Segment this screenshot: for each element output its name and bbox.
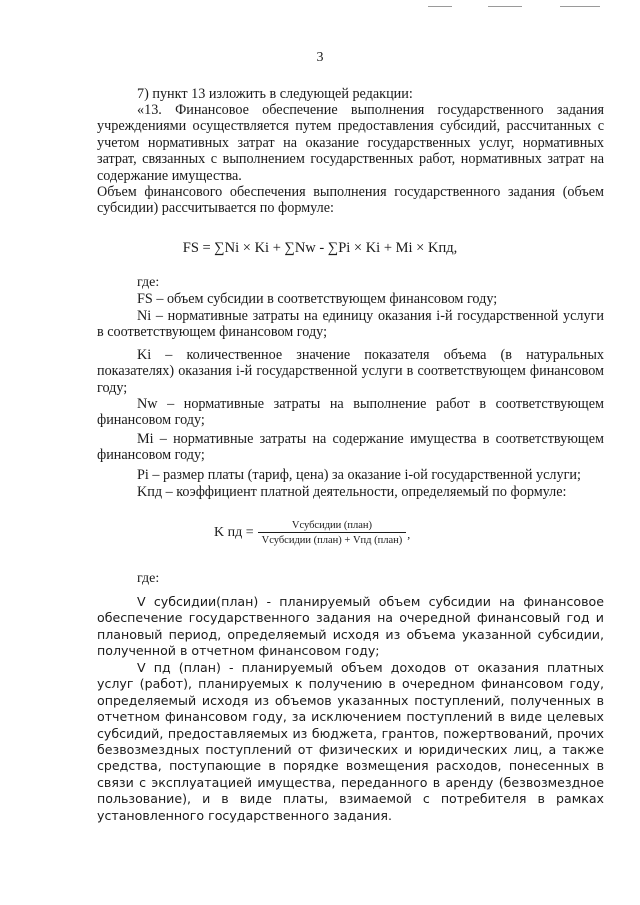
- clause-13-text: «13. Финансовое обеспечение выполнения государственного задания учреждениями осуществляется путем предоставления субсидий, рассчитанных с учетом нормативных затрат на оказание государственных услуг, нормативных затрат, связанных с выполнением государственных работ, нормативных затрат на содержание имущества.: [97, 102, 604, 184]
- definition-ki: Ki – количественное значение показателя объема (в натуральных показателях) оказания i-й государственной услуги в соответствующем финансовом году;: [97, 347, 604, 396]
- where-label: где:: [137, 275, 160, 290]
- kpd-formula: [214, 520, 410, 546]
- formula-lhs: K пд =: [214, 525, 254, 540]
- definition-pi: Pi – размер платы (тариф, цена) за оказание i-ой государственной услуги;: [137, 467, 581, 483]
- definition-fs: FS – объем субсидии в соответствующем финансовом году;: [137, 291, 498, 307]
- definition-ni: Ni – нормативные затраты на единицу оказания i-й государственной услуги в соответствующем финансовом году;: [97, 308, 604, 341]
- scan-artifact: [488, 6, 522, 7]
- page-number: 3: [316, 50, 324, 65]
- definition-nw: Nw – нормативные затраты на выполнение работ в соответствующем финансовом году;: [97, 396, 604, 429]
- formula-numerator: Vсубсидии (план): [291, 520, 373, 531]
- v-subsidy-definition: V субсидии(план) - планируемый объем субсидии на финансовое обеспечение государственного задания на очередной финансовый год и плановый период, определяемый исходя из объема указанной субсидии, полученной в отчетном финансовом году;: [97, 594, 604, 659]
- formula-denominator: Vсубсидии (план) + Vпд (план): [261, 535, 403, 546]
- main-formula: FS = ∑Ni × Ki + ∑Nw - ∑Pi × Ki + Mi × Kпд,: [182, 240, 458, 256]
- formula-fraction: [258, 520, 407, 546]
- scan-artifact: [560, 6, 600, 7]
- scan-artifact: [428, 6, 452, 7]
- volume-intro-text: Объем финансового обеспечения выполнения государственного задания (объем субсидии) рассчитывается по формуле:: [97, 184, 604, 217]
- v-pd-definition: V пд (план) - планируемый объем доходов от оказания платных услуг (работ), планируемых к получению в очередном финансовом году, определяемый исходя из объемов указанных поступлений, полученных в отчетном финансовом году, за исключением поступлений в виде целевых субсидий, предоставляемых из бюджета, грантов, пожертвований, прочих безвозмездных поступлений от физических и юридических лиц, а также средства, поступающие в порядке возмещения расходов, понесенных в связи с эксплуатацией имущества, переданного в аренду (безвозмездное пользование), и в виде платы, взимаемой с потребителя в рамках установленного государственного задания.: [97, 660, 604, 823]
- where-label-2: где:: [137, 571, 160, 586]
- formula-comma: ,: [407, 527, 411, 541]
- item-7-heading: 7) пункт 13 изложить в следующей редакции:: [137, 86, 413, 102]
- definition-kpd: Kпд – коэффициент платной деятельности, определяемый по формуле:: [137, 484, 567, 500]
- definition-mi: Mi – нормативные затраты на содержание имущества в соответствующем финансовом году;: [97, 431, 604, 464]
